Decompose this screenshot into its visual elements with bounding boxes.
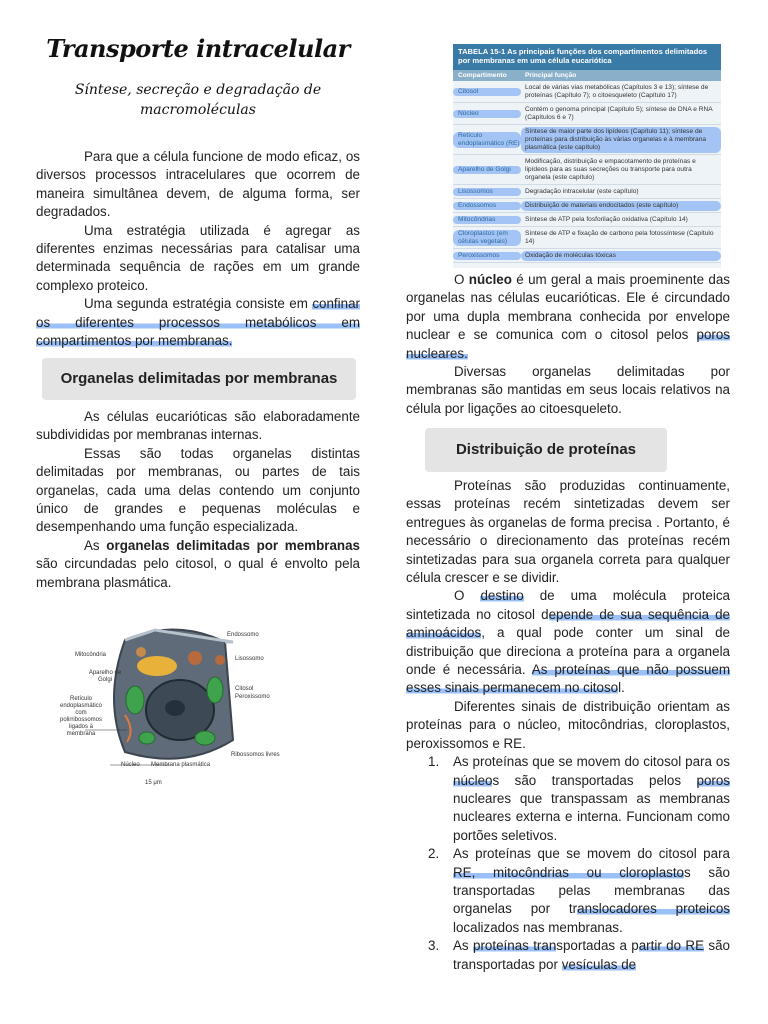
page-title: Transporte intracelular	[46, 34, 350, 63]
paragraph-citoesqueleto: Diversas organelas delimitadas por membranas são mantidas em seus locais relativos na célula por ligações ao citoesqueleto.	[406, 364, 730, 416]
section-heading-organelas: Organelas delimitadas por membranas	[42, 358, 356, 400]
list-item: 2. As proteínas que se movem do citosol para RE, mitocôndrias ou cloroplastos são transportadas pelas membranas das organelas por translocadores proteicos localizados nas membranas.	[428, 846, 730, 935]
table-caption: TABELA 15-1 As principais funções dos compartimentos delimitados por membranas em uma célula eucariótica	[453, 44, 721, 70]
list-item: 3. As proteínas transportadas a partir do RE são transportadas por vesículas de	[428, 938, 730, 972]
label-lisossomo: Lisossomo	[235, 656, 264, 662]
paragraph-sinais: Diferentes sinais de distribuição orientam as proteínas para o núcleo, mitocôndrias, cloroplastos, peroxissomos e RE.	[406, 698, 730, 751]
paragraph-5: Essas são todas organelas distintas delimitadas por membranas, ou partes de tais organelas, cada uma delas contendo um conjunto único de grandes e pequenas moléculas e desempenhando uma função especializada.	[36, 445, 360, 535]
paragraph-3: Uma segunda estratégia consiste em confinar os diferentes processos metabólicos em compartimentos por membranas.	[36, 296, 360, 349]
label-peroxissomo: Peroxissomo	[235, 694, 270, 700]
paragraph-4: As células eucarióticas são elaboradamente subdivididas por membranas internas.	[36, 409, 360, 443]
label-ribossomos: Ribossomos livres	[231, 752, 280, 758]
paragraph-nucleo: O núcleo é um geral a mais proeminente das organelas nas células eucarióticas. Ele é circundado por uma dupla membrana conhecida por envelope nuclear e se comunica com o citosol pelos poros nucleares.	[406, 272, 730, 361]
left-organelas	[36, 408, 360, 592]
functions-table	[453, 44, 721, 268]
table-row: Cloroplastos (em células vegetais) Síntese de ATP e fixação de carbono pela fotossíntese (Capítulo 14)	[453, 227, 721, 249]
left-intro	[36, 148, 360, 350]
section-heading-distribuicao: Distribuição de proteínas	[425, 428, 667, 472]
table-row: Aparelho de Golgi Modificação, distribuição e empacotamento de proteínas e lipídeos para as suas secreções ou transporte para outra organela (este capítulo)	[453, 155, 721, 185]
highlight-confinar: confinar os diferentes processos metabólicos em compartimentos por membranas.	[36, 296, 360, 349]
table-row: Mitocôndrias Síntese de ATP pela fosforilação oxidativa (Capítulo 14)	[453, 213, 721, 227]
label-membrana: Membrana plasmática	[151, 762, 211, 768]
label-reticulo: Retículo endoplasmático com polirribossomos ligados à membrana	[59, 696, 103, 737]
table-row: Núcleo Contém o genoma principal (Capítulo 5); síntese de DNA e RNA (Capítulos 6 e 7)	[453, 103, 721, 125]
paragraph-2: Uma estratégia utilizada é agregar as diferentes enzimas necessárias para catalisar uma determinada sequência de rações em um grande complexo proteico.	[36, 222, 360, 293]
table-row: Citosol Local de várias vias metabólicas (Capítulos 3 e 13); síntese de proteínas (Capítulo 7); o citoesqueleto (Capítulo 17)	[453, 81, 721, 103]
table-row: Endossomos Distribuição de materiais endocitados (este capítulo)	[453, 199, 721, 213]
table-row: Peroxissomos Oxidação de moléculas tóxicas	[453, 249, 721, 263]
paragraph-producao: Proteínas são produzidas continuamente, essas proteínas recém sintetizadas devem ser entregues às organelas de forma precisa . Portanto, é necessário o direcionamento das proteínas recém sintetizadas para sua organela correta para qualquer célula crescer e se dividir.	[406, 478, 730, 586]
label-citosol: Citosol	[235, 686, 254, 692]
paragraph-1: Para que a célula funcione de modo eficaz, os diversos processos intracelulares que ocorrem de maneira simultânea devem, de alguma forma, ser degradados.	[36, 149, 360, 220]
cell-diagram	[55, 620, 285, 790]
label-endossomo: Endossomo	[227, 632, 259, 638]
right-distribuicao	[406, 477, 730, 974]
label-nucleo: Núcleo	[121, 762, 140, 768]
label-scale: 15 μm	[145, 780, 162, 786]
paragraph-6: As organelas delimitadas por membranas são circundadas pelo citosol, o qual é envolto pela membrana plasmática.	[36, 537, 360, 590]
table-row: Lisossomos Degradação intracelular (este capítulo)	[453, 185, 721, 199]
list-item: 1. As proteínas que se movem do citosol para os núcleos são transportadas pelos poros nucleares que transpassam as membranas nucleares externa e interna. Funcionam como portões seletivos.	[428, 754, 730, 843]
label-golgi: Aparelho de Golgi	[88, 670, 122, 683]
label-mitocondria: Mitocôndria	[75, 652, 107, 658]
table-row: Retículo endoplasmático (RE) Síntese de maior parte dos lipídeos (Capítulo 11); síntese de proteínas para distribuição às várias organelas e à membrana plasmática (este capítulo)	[453, 125, 721, 155]
page-subtitle: Síntese, secreção e degradação de macromoléculas	[74, 82, 322, 118]
paragraph-destino: O destino de uma molécula proteica sintetizada no citosol depende de sua sequência de aminoácidos, a qual pode conter um sinal de distribuição que direciona a proteína para a organela onde é necessária. As proteínas que não possuem esses sinais permanecem no citosol.	[406, 588, 730, 696]
highlight-poros: poros nucleares.	[406, 327, 730, 361]
table-header: Compartimento Principal função	[453, 70, 721, 81]
transport-list	[406, 753, 730, 974]
right-nucleo	[406, 271, 730, 418]
